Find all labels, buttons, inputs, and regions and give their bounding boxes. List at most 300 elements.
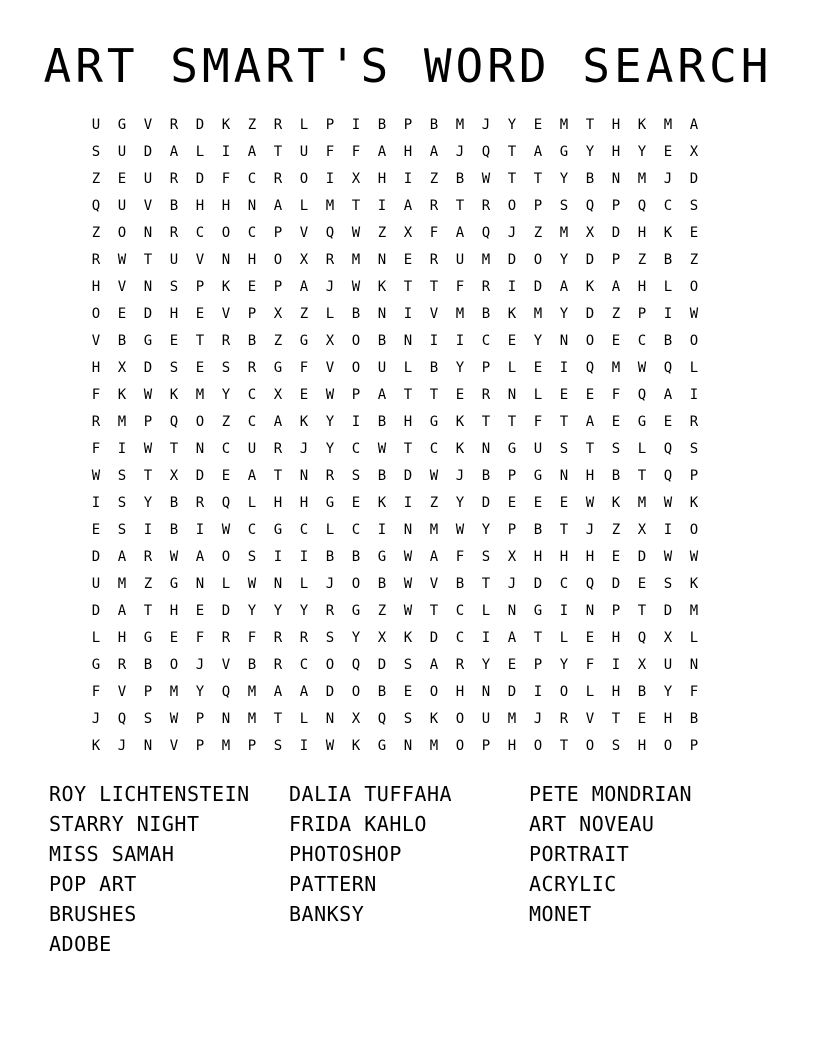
grid-cell: D <box>585 252 595 268</box>
grid-row <box>83 382 733 409</box>
grid-cell: L <box>507 360 517 376</box>
grid-cell: U <box>91 117 101 133</box>
grid-cell: N <box>325 711 335 727</box>
grid-cell: I <box>403 495 413 511</box>
grid-cell: V <box>117 279 127 295</box>
grid-cell: A <box>299 684 309 700</box>
grid-cell: I <box>195 522 205 538</box>
grid-cell: C <box>351 441 361 457</box>
grid-cell: A <box>377 387 387 403</box>
grid-cell: T <box>533 630 543 646</box>
grid-cell: S <box>611 738 621 754</box>
grid-cell: E <box>533 360 543 376</box>
grid-cell: C <box>247 522 257 538</box>
grid-cell: K <box>637 117 647 133</box>
grid-cell: E <box>403 252 413 268</box>
grid-cell: C <box>455 603 465 619</box>
grid-cell: K <box>611 495 621 511</box>
grid-cell: P <box>195 738 205 754</box>
grid-cell: U <box>481 711 491 727</box>
grid-cell: V <box>195 252 205 268</box>
grid-cell: C <box>247 414 257 430</box>
grid-cell: E <box>195 603 205 619</box>
grid-cell: N <box>403 333 413 349</box>
grid-cell: L <box>299 117 309 133</box>
grid-cell: N <box>247 198 257 214</box>
grid-cell: A <box>117 603 127 619</box>
grid-cell: R <box>169 225 179 241</box>
grid-cell: L <box>299 198 309 214</box>
word-list-item: PATTERN <box>289 872 377 896</box>
grid-cell: N <box>611 171 621 187</box>
grid-cell: X <box>169 468 179 484</box>
grid-cell: O <box>689 279 699 295</box>
grid-cell: K <box>377 279 387 295</box>
grid-cell: K <box>351 738 361 754</box>
grid-cell: M <box>507 711 517 727</box>
grid-cell: Q <box>91 198 101 214</box>
grid-cell: W <box>169 711 179 727</box>
grid-row <box>83 652 733 679</box>
grid-cell: K <box>663 225 673 241</box>
grid-cell: D <box>221 603 231 619</box>
grid-cell: F <box>195 630 205 646</box>
grid-cell: R <box>429 198 439 214</box>
grid-cell: T <box>481 414 491 430</box>
grid-cell: H <box>611 117 621 133</box>
grid-cell: I <box>611 657 621 673</box>
grid-cell: B <box>377 684 387 700</box>
grid-cell: Y <box>325 441 335 457</box>
grid-cell: U <box>91 576 101 592</box>
grid-cell: B <box>377 414 387 430</box>
grid-cell: T <box>585 117 595 133</box>
grid-cell: Q <box>663 468 673 484</box>
grid-cell: S <box>91 144 101 160</box>
grid-cell: K <box>117 387 127 403</box>
grid-cell: K <box>689 576 699 592</box>
grid-cell: W <box>169 549 179 565</box>
grid-cell: E <box>533 495 543 511</box>
word-list-item: MONET <box>529 902 592 926</box>
grid-cell: P <box>351 387 361 403</box>
grid-cell: P <box>143 414 153 430</box>
grid-cell: R <box>325 468 335 484</box>
grid-cell: C <box>299 657 309 673</box>
grid-cell: W <box>663 495 673 511</box>
grid-cell: R <box>273 630 283 646</box>
grid-cell: D <box>91 549 101 565</box>
grid-cell: Z <box>377 603 387 619</box>
grid-cell: H <box>117 630 127 646</box>
grid-cell: X <box>585 225 595 241</box>
grid-cell: W <box>637 360 647 376</box>
grid-cell: R <box>117 657 127 673</box>
grid-cell: X <box>377 630 387 646</box>
word-list-item: STARRY NIGHT <box>49 812 200 836</box>
grid-cell: A <box>533 144 543 160</box>
grid-cell: T <box>195 333 205 349</box>
grid-cell: K <box>221 279 231 295</box>
grid-cell: Y <box>273 603 283 619</box>
grid-cell: V <box>221 306 231 322</box>
grid-cell: Y <box>533 333 543 349</box>
grid-cell: S <box>689 441 699 457</box>
grid-cell: T <box>143 603 153 619</box>
grid-cell: R <box>221 630 231 646</box>
grid-cell: O <box>689 333 699 349</box>
grid-cell: G <box>559 144 569 160</box>
grid-cell: I <box>559 360 569 376</box>
grid-cell: Y <box>559 252 569 268</box>
grid-cell: I <box>273 549 283 565</box>
grid-cell: S <box>169 360 179 376</box>
grid-cell: O <box>533 738 543 754</box>
grid-cell: M <box>481 252 491 268</box>
grid-cell: M <box>455 117 465 133</box>
grid-cell: T <box>533 171 543 187</box>
grid-cell: B <box>533 522 543 538</box>
grid-cell: M <box>117 414 127 430</box>
grid-cell: T <box>481 576 491 592</box>
grid-cell: G <box>429 414 439 430</box>
grid-cell: Q <box>585 576 595 592</box>
grid-cell: G <box>143 630 153 646</box>
grid-cell: Z <box>91 225 101 241</box>
grid-cell: M <box>637 495 647 511</box>
grid-cell: K <box>455 441 465 457</box>
grid-row <box>83 112 733 139</box>
grid-cell: E <box>611 549 621 565</box>
grid-cell: C <box>247 171 257 187</box>
grid-cell: D <box>143 144 153 160</box>
grid-cell: D <box>91 603 101 619</box>
grid-cell: A <box>403 198 413 214</box>
grid-cell: I <box>689 387 699 403</box>
grid-cell: H <box>585 549 595 565</box>
grid-cell: E <box>507 333 517 349</box>
grid-cell: O <box>455 738 465 754</box>
grid-cell: K <box>429 711 439 727</box>
grid-row <box>83 517 733 544</box>
grid-cell: O <box>351 333 361 349</box>
grid-cell: N <box>221 252 231 268</box>
grid-cell: D <box>195 117 205 133</box>
grid-cell: H <box>169 306 179 322</box>
grid-cell: F <box>351 144 361 160</box>
grid-cell: R <box>169 117 179 133</box>
grid-cell: T <box>507 414 517 430</box>
grid-cell: T <box>273 144 283 160</box>
grid-cell: J <box>481 117 491 133</box>
grid-cell: S <box>117 522 127 538</box>
word-list-item: ADOBE <box>49 932 112 956</box>
grid-cell: M <box>689 603 699 619</box>
grid-row <box>83 598 733 625</box>
grid-cell: T <box>273 711 283 727</box>
grid-cell: Y <box>221 387 231 403</box>
grid-cell: R <box>273 171 283 187</box>
grid-cell: E <box>195 306 205 322</box>
grid-cell: N <box>689 657 699 673</box>
grid-cell: C <box>351 522 361 538</box>
grid-cell: W <box>221 522 231 538</box>
grid-cell: A <box>429 144 439 160</box>
grid-cell: Z <box>533 225 543 241</box>
grid-cell: F <box>221 171 231 187</box>
grid-cell: P <box>273 279 283 295</box>
grid-cell: N <box>559 333 569 349</box>
grid-cell: O <box>169 657 179 673</box>
grid-cell: B <box>169 522 179 538</box>
grid-cell: Z <box>637 252 647 268</box>
grid-cell: I <box>559 603 569 619</box>
grid-cell: F <box>455 279 465 295</box>
grid-row <box>83 328 733 355</box>
grid-cell: E <box>559 495 569 511</box>
grid-cell: R <box>195 495 205 511</box>
grid-cell: H <box>637 225 647 241</box>
grid-cell: P <box>273 225 283 241</box>
grid-cell: B <box>247 333 257 349</box>
grid-cell: R <box>455 657 465 673</box>
grid-cell: P <box>247 306 257 322</box>
grid-cell: J <box>325 576 335 592</box>
grid-cell: W <box>91 468 101 484</box>
grid-cell: X <box>689 144 699 160</box>
grid-cell: B <box>481 468 491 484</box>
grid-cell: O <box>585 738 595 754</box>
grid-cell: U <box>455 252 465 268</box>
grid-cell: L <box>299 711 309 727</box>
grid-cell: P <box>533 198 543 214</box>
grid-cell: T <box>273 468 283 484</box>
grid-cell: T <box>585 441 595 457</box>
grid-cell: J <box>455 468 465 484</box>
word-list-item: BRUSHES <box>49 902 137 926</box>
grid-cell: D <box>637 549 647 565</box>
grid-cell: T <box>351 198 361 214</box>
grid-cell: P <box>195 711 205 727</box>
grid-cell: E <box>689 225 699 241</box>
grid-cell: Q <box>221 495 231 511</box>
grid-cell: I <box>403 306 413 322</box>
grid-cell: E <box>195 360 205 376</box>
grid-cell: W <box>117 252 127 268</box>
grid-cell: E <box>663 414 673 430</box>
grid-cell: L <box>299 576 309 592</box>
grid-cell: X <box>117 360 127 376</box>
grid-cell: B <box>689 711 699 727</box>
grid-row <box>83 544 733 571</box>
grid-cell: H <box>403 144 413 160</box>
grid-cell: Q <box>663 360 673 376</box>
grid-row <box>83 436 733 463</box>
grid-cell: J <box>299 441 309 457</box>
grid-cell: E <box>455 387 465 403</box>
grid-cell: A <box>169 144 179 160</box>
grid-cell: L <box>585 684 595 700</box>
grid-cell: Y <box>637 144 647 160</box>
grid-cell: M <box>429 738 439 754</box>
grid-cell: N <box>195 441 205 457</box>
grid-cell: W <box>429 468 439 484</box>
grid-cell: O <box>195 414 205 430</box>
grid-cell: E <box>585 387 595 403</box>
grid-cell: F <box>325 144 335 160</box>
word-list-row <box>49 899 769 929</box>
grid-cell: P <box>689 468 699 484</box>
grid-cell: P <box>611 198 621 214</box>
grid-cell: M <box>455 306 465 322</box>
grid-cell: J <box>585 522 595 538</box>
grid-cell: A <box>273 684 283 700</box>
grid-cell: A <box>247 468 257 484</box>
grid-row <box>83 166 733 193</box>
grid-cell: Q <box>637 387 647 403</box>
grid-cell: K <box>221 117 231 133</box>
grid-cell: T <box>143 252 153 268</box>
grid-cell: T <box>507 144 517 160</box>
grid-cell: E <box>585 630 595 646</box>
grid-cell: O <box>351 684 361 700</box>
grid-cell: C <box>559 576 569 592</box>
grid-row <box>83 220 733 247</box>
grid-cell: T <box>637 468 647 484</box>
grid-cell: S <box>221 360 231 376</box>
grid-cell: D <box>429 630 439 646</box>
grid-cell: S <box>143 711 153 727</box>
grid-cell: Q <box>637 630 647 646</box>
grid-cell: P <box>403 117 413 133</box>
grid-cell: P <box>143 684 153 700</box>
grid-cell: N <box>377 306 387 322</box>
grid-cell: I <box>351 414 361 430</box>
grid-cell: M <box>325 198 335 214</box>
grid-cell: V <box>169 738 179 754</box>
grid-cell: P <box>611 252 621 268</box>
grid-cell: I <box>533 684 543 700</box>
grid-cell: B <box>637 684 647 700</box>
grid-cell: A <box>273 198 283 214</box>
grid-cell: N <box>403 522 413 538</box>
letter-grid <box>83 112 733 760</box>
grid-cell: W <box>689 306 699 322</box>
grid-cell: K <box>585 279 595 295</box>
grid-cell: E <box>637 576 647 592</box>
grid-cell: H <box>91 279 101 295</box>
grid-cell: I <box>325 171 335 187</box>
grid-cell: P <box>325 117 335 133</box>
grid-cell: M <box>351 252 361 268</box>
grid-cell: T <box>169 441 179 457</box>
grid-row <box>83 247 733 274</box>
grid-cell: I <box>377 198 387 214</box>
grid-row <box>83 706 733 733</box>
grid-cell: V <box>585 711 595 727</box>
grid-cell: J <box>507 225 517 241</box>
grid-cell: J <box>533 711 543 727</box>
grid-cell: B <box>663 333 673 349</box>
grid-cell: J <box>325 279 335 295</box>
grid-cell: O <box>507 198 517 214</box>
grid-cell: W <box>247 576 257 592</box>
grid-cell: E <box>611 333 621 349</box>
grid-cell: E <box>637 711 647 727</box>
grid-cell: V <box>91 333 101 349</box>
grid-cell: W <box>143 387 153 403</box>
grid-cell: D <box>611 225 621 241</box>
grid-cell: Y <box>299 603 309 619</box>
grid-cell: C <box>429 441 439 457</box>
grid-cell: L <box>533 387 543 403</box>
grid-row <box>83 679 733 706</box>
grid-cell: O <box>117 225 127 241</box>
grid-cell: A <box>455 225 465 241</box>
grid-cell: V <box>299 225 309 241</box>
grid-cell: C <box>247 225 257 241</box>
grid-cell: R <box>143 549 153 565</box>
grid-cell: E <box>91 522 101 538</box>
grid-cell: H <box>377 171 387 187</box>
grid-cell: O <box>91 306 101 322</box>
grid-cell: A <box>377 144 387 160</box>
word-list-row <box>49 839 769 869</box>
word-list-item: PHOTOSHOP <box>289 842 402 866</box>
grid-cell: D <box>663 603 673 619</box>
grid-cell: D <box>403 468 413 484</box>
grid-cell: C <box>299 522 309 538</box>
grid-cell: S <box>403 657 413 673</box>
grid-cell: L <box>689 360 699 376</box>
grid-cell: B <box>429 360 439 376</box>
grid-cell: B <box>663 252 673 268</box>
grid-cell: S <box>117 495 127 511</box>
grid-cell: T <box>559 414 569 430</box>
grid-cell: V <box>325 360 335 376</box>
grid-cell: B <box>585 171 595 187</box>
word-list-item: POP ART <box>49 872 137 896</box>
grid-cell: Z <box>429 171 439 187</box>
grid-cell: T <box>507 171 517 187</box>
grid-cell: V <box>429 576 439 592</box>
grid-cell: P <box>507 522 517 538</box>
grid-cell: D <box>585 306 595 322</box>
word-list-item: FRIDA KAHLO <box>289 812 427 836</box>
grid-cell: D <box>195 468 205 484</box>
grid-cell: Z <box>247 117 257 133</box>
grid-cell: S <box>689 198 699 214</box>
grid-cell: U <box>117 198 127 214</box>
grid-cell: E <box>611 414 621 430</box>
grid-cell: R <box>169 171 179 187</box>
grid-cell: U <box>663 657 673 673</box>
grid-cell: F <box>429 225 439 241</box>
grid-cell: H <box>195 198 205 214</box>
grid-cell: T <box>455 198 465 214</box>
grid-cell: W <box>689 549 699 565</box>
grid-cell: B <box>377 468 387 484</box>
grid-cell: D <box>533 576 543 592</box>
grid-cell: E <box>247 279 257 295</box>
grid-cell: L <box>221 576 231 592</box>
grid-cell: O <box>299 171 309 187</box>
grid-cell: Q <box>585 360 595 376</box>
grid-cell: Z <box>299 306 309 322</box>
grid-cell: O <box>663 738 673 754</box>
grid-cell: L <box>689 630 699 646</box>
grid-cell: M <box>429 522 439 538</box>
